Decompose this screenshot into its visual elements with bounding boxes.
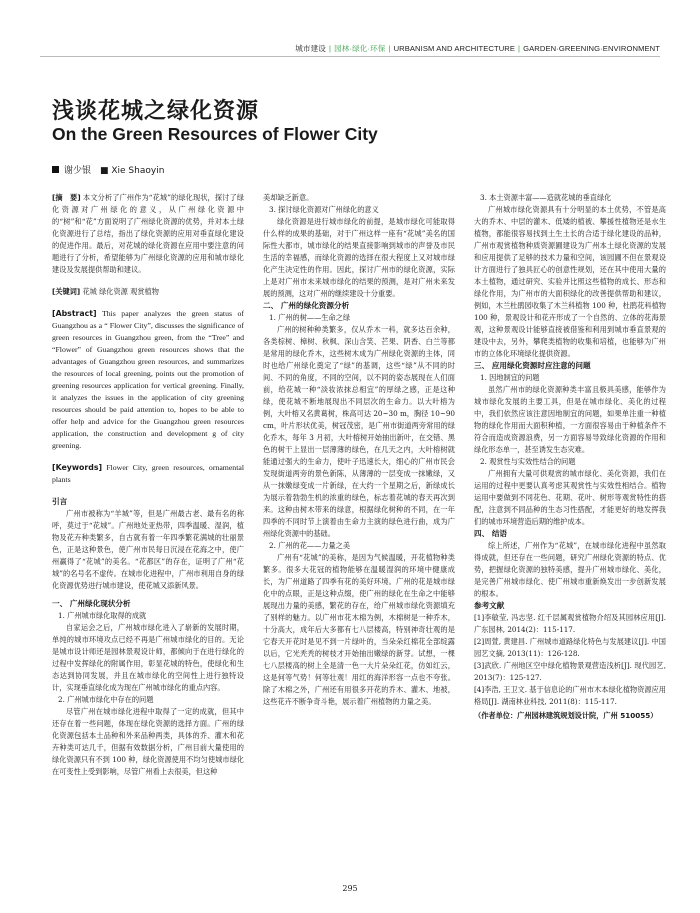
running-header: 城市建设 | 园林·绿化·环保 | URBANISM AND ARCHITECTURE | GARDEN·GREENING·ENVIRONMENT (295, 44, 660, 53)
section1-subheading-3: 3. 探讨绿化资源对广州绿化的意义 (269, 205, 379, 214)
keywords-en-label: [Keywords] (52, 463, 103, 472)
keywords-en-text: Flower City, green resources, ornamental plants (52, 463, 244, 484)
reference-item: [4]李浩, 王卫文. 基于信息论的广州市木本绿化植物资源应用格局[J]. 湖南林业科技, 2011(8)：115-117. (474, 685, 666, 706)
title-en: On the Green Resources of Flower City (52, 124, 378, 144)
abstract-en-text: This paper analyzes the green status of Guangzhou as a “ Flower City”, discusses the significance of green resources in Guangzhou green, from the “Tree” and “Flower” of Guangzhou green resources shows that the advantages of Guangzhou green resources, and summarizes the resources of local greening, points out the promotion of greening resources application for vertical greening. Finally, it analyzes the issues in the application of city greening resources should be paid attention to, hopes to be able to offer help and advice for the Guangzhou green resources application, the construction and development g of city greening. (52, 309, 244, 450)
header-cn-part1: 城市建设 (295, 44, 326, 53)
abstract-cn (52, 192, 244, 276)
author-line (52, 163, 164, 176)
abstract-en (52, 308, 244, 452)
intro-paragraph: 广州市被称为“羊城”等，但是广州最古老、最有名的称呼，莫过于“花城”。广州地处亚热带，四季温暖、湿润，植物及花卉种类繁多，自古就有着一年四季繁花满城的壮丽景色，正是这种景色，使广州市民每日沉浸在花海之中，使广州赢得了“花城”的美名。“花都区”的存在，证明了广州“花城”的名号名不虚传。在城市化进程中，广州市利用自身的绿化资源优势进行城市建设，使花城又添新风景。 (52, 509, 244, 590)
section2-paragraph-3: 广州城市绿化资源具有十分明显的本土优势，不管是高大的乔木、中层的灌木、低矮的植被、攀援性植物还是水生植物，都能很容易找到土生土长的合适于绿化建设的品种，广州市观赏植物种质资源圃建设为广州本土绿化资源的发展和应用提供了足够的技术力量和空间，该园圃不但在景观设计方面进行了独具匠心的创意性规划，还在其中使用大量的本土植物，通过研究、实验并比照这些植物的成长、形态和绿化作用，为广州市的大面积绿化的改善提供帮助和建议，例如，木兰杜鹃园收集了木兰科植物 100 种，杜鹃花科植物 100 种，景观设计和花卉形成了一个自然的、立体的花海景观，这种景观设计能够直接被借鉴和利用到城市垂直景观的建设中去，另外，攀爬类植物的收集和培植，也能够为广州市的立体化环境绿化提供资源。 (474, 205, 666, 358)
reference-item: [2]周萱, 黄建昌. 广州城市道路绿化特色与发展建议[J]. 中国园艺文摘, 2013(11)：126-128. (474, 637, 666, 658)
header-en-part2: GARDEN·GREENING·ENVIRONMENT (523, 44, 660, 53)
section2-heading: 二、 广州的绿化资源分析 (263, 301, 350, 310)
abstract-cn-text: 本文分析了广州作为“花城”的绿化现状，探讨了绿化资源对广州绿化的意义，从广州绿化资源中的“树”和“花”方面说明了广州绿化资源的优势，并对本土绿化资源进行了总结，指出了绿化资源的应用对垂直绿化建设的促进作用。最后，对花城的绿化资源在应用中要注意的问题进行了分析，希望能够为广州绿化资源的应用和城市绿化建设及发展提供帮助和建议。 (52, 193, 244, 274)
section2-paragraph-1: 广州的树种种类繁多，仅从乔木一科，就多达百余种，各类棕树、樟树、秋枫、深山含笑、芒果、阴香、白兰等都是常用的绿化乔木，这些树木成为广州绿化资源的主体，同时也给广州绿化奠定了“绿”的基调，这些“绿”从不同的时间、不同的角度，不同的空间，以不同的姿态展现在人们面前，给花城一种“淡妆浓抹总相宜”的厚绿之感，正是这种绿，使花城不断地展现出不同层次的生命力。以大叶榕为例，大叶榕又名黄葛树，株高可达 20~30 m，胸径 10~90 cm，叶片形状优美，树冠茂密，是广州市街道两旁常用的绿化乔木，每年 3 月初，大叶榕树开始抽出新叶，在交错、黑色的树干上显出一层薄薄的绿色，在几天之内，大叶榕树就能通过强大的生命力，使叶子迅速长大，细心的广州市民会发现街道两旁的景色新陈，从薄薄的一层变成一抹嫩绿，又从一抹嫩绿变成一片新绿，在大约一个星期之后，新绿成长为展示着勃勃生机的浓重的绿色，标志着花城的春天再次到来。这种由树木带来的绿意，根据绿化树种的不同，在一年四季的不同时节上演着由生命力主演的绿色进行曲，成为广州绿化资源中的基础。 (263, 325, 455, 538)
section1-paragraph-1: 自家运会之后，广州城市绿化进入了崭新的发展时期，单纯的城市环境攻点已经不再是广州城市绿化的目的。无论是城市设计师还是园林景观设计师，都倾向于在进行绿化的过程中发挥绿化的附属作用，彰显花城的特色，使绿化和生态达到协同发展，并且在城市绿化的空间性上进行独特设计，实现垂直绿化成为现在广州城市绿化的重点内容。 (52, 623, 244, 692)
column-1 (52, 192, 244, 778)
abstract-en-label: [Abstract] (52, 309, 97, 318)
abstract-cn-label: [摘 要] (52, 193, 81, 202)
section1-paragraph-2: 尽管广州在城市绿化进程中取得了一定的成就，但其中还存在着一些问题，体现在绿化资源的选择方面。广州的绿化资源包括本土品种和外来品种两类，具体的乔、灌木和花卉种类可达几千，但据有效数据分析，广州目前大量使用的绿化资源只有不到 100 种，绿化资源使用不均匀使城市绿化在可变性上受到影响，尽管广州看上去很美，但这种 (52, 707, 244, 776)
section2-paragraph-2: 广州有“花城”的美称，是因为气候温暖，开花植物种类繁多。很多大花冠的植物能够在温暖湿润的环境中健康成长，为广州道路了四季有花的美好环境。广州的花是城市绿化中的点眼，正是这种点缀，使广州的绿化在生命之中能够展现出力量的美感，繁花的存在，给广州城市绿化资源填充了别样的魅力。以广州市花木棉为例，木棉树是一种乔木，十分高大，成年后大多都有七八层楼高，特别神奇壮观的是它春天开花时是见不到一片绿叶的，当朵朵红棉花全部绽露以后，它光秃秃的树枝才开始抽出嫩绿的新芽。试想，一棵七八层楼高的树上全是清一色一大片朵朵红花，仿如红云，这是何等气势！何等壮观！用红的海洋形容一点也不夸张。除了木棉之外，广州还有用很多开花的乔木、灌木、地被，这些花卉不断争奇斗艳，展示着广州植物的力量之美。 (263, 553, 455, 706)
section3-heading: 三、 应用绿化资源时应注意的问题 (474, 361, 591, 370)
keywords-en (52, 462, 244, 486)
header-rule (40, 56, 660, 57)
section1-subheading-1: 1. 广州城市绿化取得的成就 (58, 611, 147, 620)
section3-paragraph-2: 广州拥有大量可供观赏的城市绿化、美化资源，我们在运用的过程中更要认真考虑其观赏性与实效性相结合。植物运用中要做到不同花色、花期、花叶、树形等观赏特性的搭配，注意到不同品种的生态习性搭配，才能更好的地发挥我们的城市环境营造后期的维护成本。 (474, 469, 666, 526)
references-heading: 参考文献 (474, 601, 505, 610)
section2-subheading-2: 2. 广州的花——力量之美 (269, 541, 351, 550)
section1-paragraph-3: 绿化资源是进行城市绿化的前提，是城市绿化可能取得什么样的成果的基础，对于广州这样一座有“花城”美名的国际性大都市，城市绿化的结果直接影响到城市的声誉及市民生活的幸福感，而绿化资源的选择在很大程度上又对城市绿化产生决定性的作用。因此，探讨广州市的绿化资源，实际上是对广州市未来城市绿化的结果的预测，是对广州未来发展的预测，这对广州的继续建设十分重要。 (263, 217, 455, 298)
column-2 (263, 192, 455, 708)
section1-subheading-2: 2. 广州城市绿化中存在的问题 (58, 695, 154, 704)
author-affiliation: （作者单位：广州园林建筑规划设计院，广州 510055） (474, 711, 658, 720)
section1-heading: 一、 广州绿化现状分析 (52, 599, 131, 608)
author-names: 谢少银 ■ Xie Shaoyin (64, 166, 165, 176)
section2-subheading-1: 1. 广州的树——生命之绿 (269, 313, 351, 322)
title-cn: 浅谈花城之绿化资源 (52, 99, 260, 124)
continued-paragraph: 美却缺乏新意。 (263, 193, 314, 202)
section3-subheading-2: 2. 观赏性与实效性结合的问题 (480, 457, 576, 466)
keywords-cn-label: [关键词] (52, 287, 81, 296)
section3-paragraph-1: 虽然广州市的绿化资源种类丰富且极具美感，能够作为城市绿化发展的主要工具，但是在城市绿化、美化的过程中，我们依然应该注意因地制宜的问题，如果单注重一种植物的绿化作用而大面积种植，一方面很容易由于种植条件不符合而造成资源浪费，另一方面容易导致绿化资源的作用和绿化形态单一，甚至诱发生态灾难。 (474, 385, 666, 454)
conclusion-paragraph: 综上所述，广州作为“花城”，在城市绿化进程中虽然取得成就，但还存在一些问题，研究广州绿化资源的特点、优势，把握绿化资源的独特美感，提升广州城市绿化、美化，是完善广州城市绿化、使广州城市重新焕发出一步创新发展的根本。 (474, 541, 666, 598)
keywords-cn (52, 286, 244, 298)
header-cn-part2: 园林·绿化·环保 (334, 44, 386, 53)
reference-item: [1]李敏莹, 冯志坚. 红千层属观赏植物介绍及其园林应用[J]. 广东园林, 2014(2)：115-117. (474, 613, 666, 634)
header-en-part1: URBANISM AND ARCHITECTURE (393, 44, 516, 53)
section4-heading: 四、 结语 (474, 529, 508, 538)
section2-subheading-3: 3. 本土资源丰富——造就花城的垂直绿化 (480, 193, 612, 202)
keywords-cn-text: 花城 绿化资源 观赏植物 (82, 287, 159, 296)
page-number: 295 (342, 884, 358, 893)
reference-item: [3]武欣. 广州地区空中绿化植物景观营造浅析[J]. 现代园艺, 2013(7)：125-127. (474, 661, 666, 682)
section3-subheading-1: 1. 因地制宜的问题 (480, 373, 540, 382)
column-3 (474, 192, 666, 722)
author-bullet-icon (52, 166, 59, 173)
intro-heading: 引言 (52, 497, 68, 506)
